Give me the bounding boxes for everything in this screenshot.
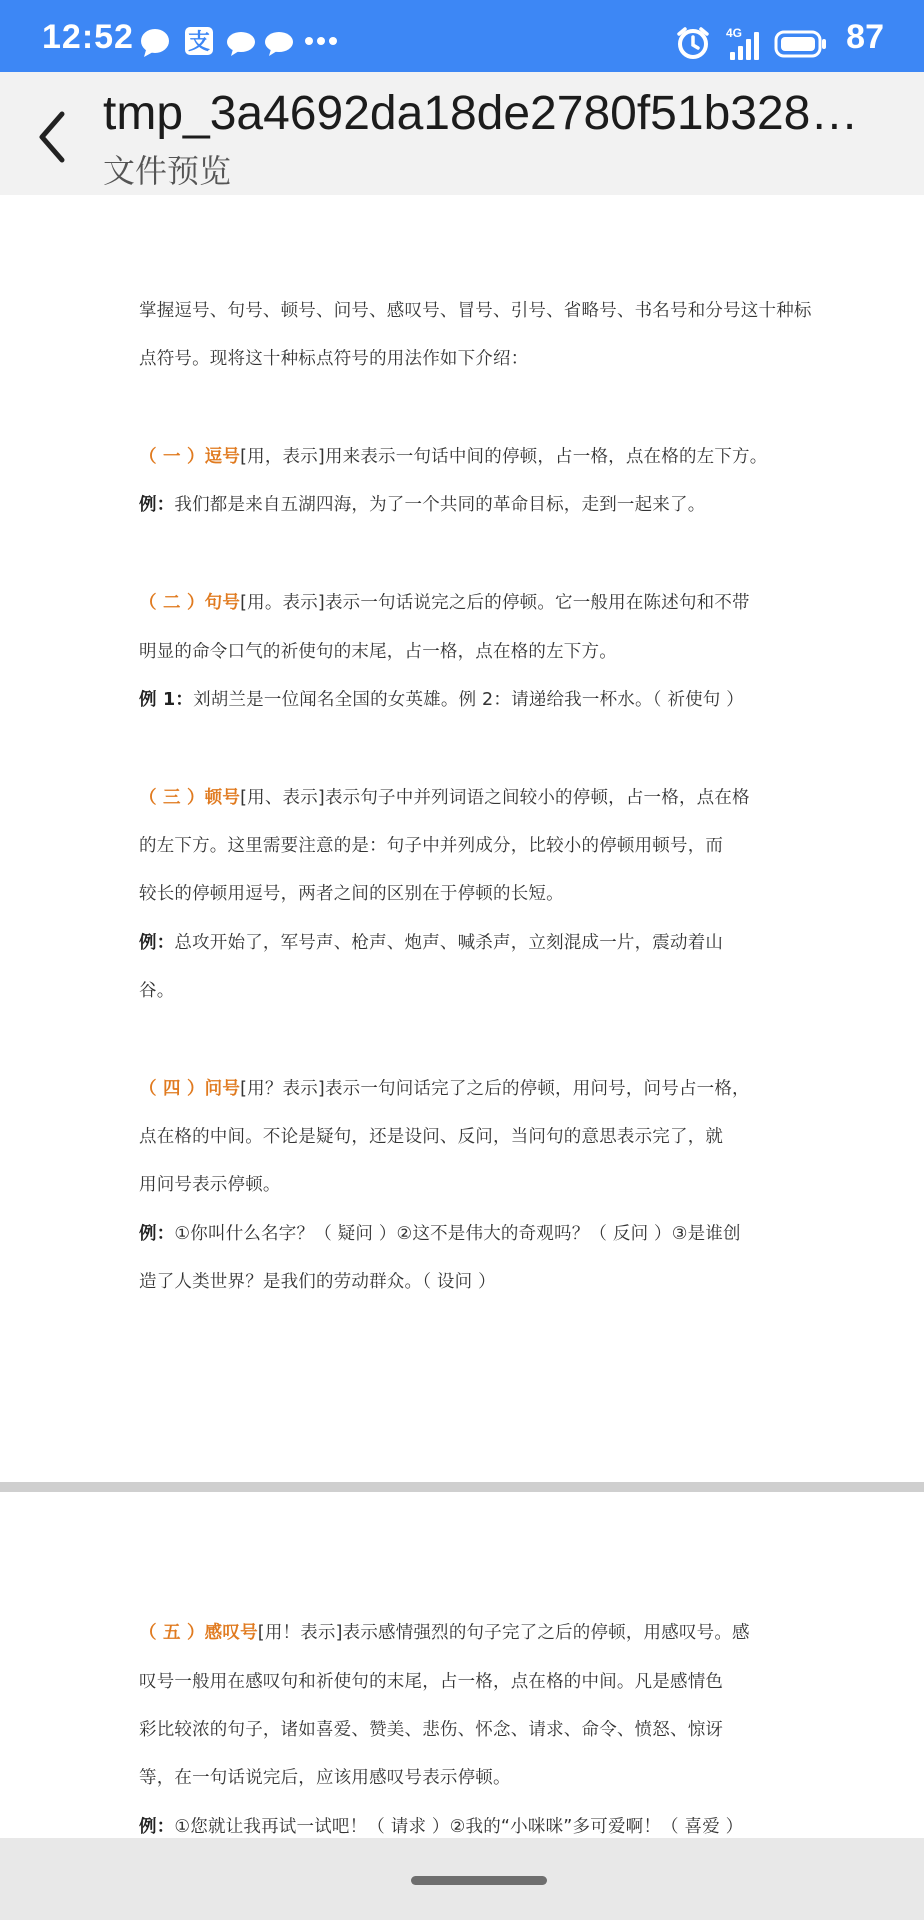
paragraph-line: 明显的命令口气的祈使句的末尾，占一格，点在格的左下方。 bbox=[139, 642, 617, 662]
example-line: 例：总攻开始了，军号声、枪声、炮声、喊杀声，立刻混成一片，震动着山 bbox=[139, 933, 724, 953]
section-period: （ 二 ）句号[用。表示]表示一句话说完之后的停顿。它一般用在陈述句和不带 bbox=[139, 593, 750, 613]
network-type: 4G bbox=[726, 26, 743, 40]
more-dots-icon bbox=[304, 36, 338, 46]
paragraph-line: 谷。 bbox=[139, 981, 175, 1001]
paragraph-line: 的左下方。这里需要注意的是：句子中并列成分，比较小的停顿用顿号，而 bbox=[139, 836, 724, 856]
chevron-left-icon bbox=[42, 114, 62, 160]
chat-bubble-icon bbox=[140, 28, 172, 58]
example-line: 例：①你叫什么名字？（ 疑问 ）②这不是伟大的奇观吗？（ 反问 ）③是谁创 bbox=[139, 1224, 741, 1244]
status-bar bbox=[0, 0, 924, 72]
document-subtitle: 文件预览 bbox=[103, 152, 232, 190]
example-line: 例 1：刘胡兰是一位闻名全国的女英雄。例 2：请递给我一杯水。（ 祈使句 ） bbox=[139, 690, 744, 710]
paragraph-line: 掌握逗号、句号、顿号、问号、感叹号、冒号、引号、省略号、书名号和分号这十种标 bbox=[139, 301, 812, 321]
example-label: 例： bbox=[139, 1224, 175, 1244]
back-button[interactable] bbox=[30, 102, 74, 172]
battery-icon bbox=[774, 30, 828, 58]
document-page-2 bbox=[0, 1492, 924, 1838]
app-header bbox=[0, 72, 924, 195]
paragraph-line: 用问号表示停顿。 bbox=[139, 1175, 281, 1195]
example-label: 例： bbox=[139, 1817, 175, 1837]
battery-level: 87 bbox=[846, 18, 884, 56]
paragraph-line: 较长的停顿用逗号，两者之间的区别在于停顿的长短。 bbox=[139, 884, 564, 904]
paragraph-line: 点符号。现将这十种标点符号的用法作如下介绍： bbox=[139, 349, 529, 369]
section-heading: （ 一 ）逗号 bbox=[139, 447, 241, 467]
example-label: 例： bbox=[139, 495, 175, 515]
section-enumeration-comma: （ 三 ）顿号[用、表示]表示句子中并列词语之间较小的停顿，占一格，点在格 bbox=[139, 788, 750, 808]
section-heading: （ 三 ）顿号 bbox=[139, 788, 241, 808]
message-icon bbox=[264, 30, 294, 58]
svg-text:支: 支 bbox=[187, 30, 211, 55]
example-line: 例：①您就让我再试一试吧！（ 请求 ）②我的“小咪咪”多可爱啊！（ 喜爱 ） bbox=[139, 1817, 744, 1837]
navigation-bar bbox=[0, 1838, 924, 1920]
alipay-icon bbox=[184, 25, 214, 57]
page-separator bbox=[0, 1482, 924, 1492]
section-exclamation-mark: （ 五 ）感叹号[用！表示]表示感情强烈的句子完了之后的停顿，用感叹号。感 bbox=[139, 1623, 750, 1643]
section-comma: （ 一 ）逗号[用，表示]用来表示一句话中间的停顿，占一格，点在格的左下方。 bbox=[139, 447, 768, 467]
document-page-1 bbox=[0, 195, 924, 1482]
alarm-icon bbox=[676, 26, 710, 60]
paragraph-line: 彩比较浓的句子，诸如喜爱、赞美、悲伤、怀念、请求、命令、愤怒、惊讶 bbox=[139, 1720, 724, 1740]
section-heading: （ 二 ）句号 bbox=[139, 593, 241, 613]
paragraph-line: 点在格的中间。不论是疑句，还是设问、反问，当问句的意思表示完了，就 bbox=[139, 1127, 724, 1147]
document-title: tmp_3a4692da18de2780f51b328… bbox=[103, 87, 859, 140]
paragraph-line: 叹号一般用在感叹句和祈使句的末尾，占一格，点在格的中间。凡是感情色 bbox=[139, 1672, 724, 1692]
section-heading: （ 五 ）感叹号 bbox=[139, 1623, 258, 1643]
home-indicator[interactable] bbox=[411, 1876, 547, 1885]
example-label: 例： bbox=[139, 933, 175, 953]
section-question-mark: （ 四 ）问号[用？表示]表示一句问话完了之后的停顿，用问号，问号占一格， bbox=[139, 1079, 750, 1099]
message-icon bbox=[226, 30, 256, 58]
paragraph-line: 等，在一句话说完后，应该用感叹号表示停顿。 bbox=[139, 1768, 511, 1788]
status-time: 12:52 bbox=[42, 18, 134, 56]
signal-icon bbox=[726, 32, 760, 60]
example-line: 例：我们都是来自五湖四海，为了一个共同的革命目标，走到一起来了。 bbox=[139, 495, 706, 515]
example-label: 例 1： bbox=[139, 690, 194, 710]
paragraph-line: 造了人类世界？是我们的劳动群众。（ 设问 ） bbox=[139, 1272, 496, 1292]
section-heading: （ 四 ）问号 bbox=[139, 1079, 241, 1099]
